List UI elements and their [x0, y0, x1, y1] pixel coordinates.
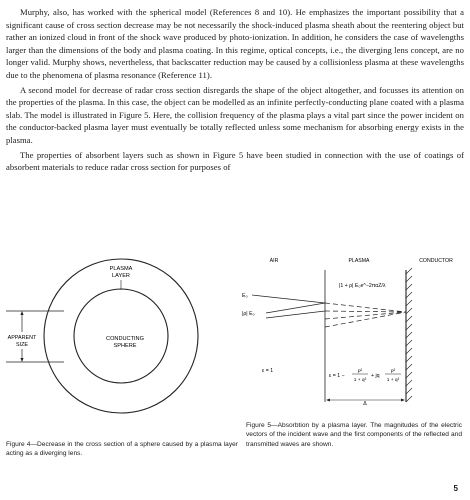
- incident-ray: [252, 295, 325, 303]
- reflected-ray: [266, 303, 325, 313]
- thickness-arrowhead-right: [401, 399, 405, 402]
- frac2-numerator: p²: [390, 369, 396, 374]
- paragraph-1: Murphy, also, has worked with the spherical model (References 8 and 10). He emphasizes the important possibility that a significant cause of cross section decrease may be not necessarily the shock-induced plasma sheath about the reentering object but rather an ionized cloud in front of the shock wave produced by photo-ionization. In addition, he considers the case of wavelengths larger than the dimensions of the body and plasma coating. In this regime, optical concepts, i.e., the diverging lens concept, are no longer valid. Murphy shows, nevertheless, that backscatter reduction may be caused by a collisionless plasma at these wavelengths due to the phenomena of plasma resonance (Reference 11).: [6, 7, 464, 80]
- frac2-denominator: 1 + q²: [386, 378, 400, 383]
- reflected-amplitude-label: |ρ| E₀: [242, 311, 255, 317]
- conducting-sphere-label-line2: SPHERE: [113, 343, 137, 349]
- plasma-layer-label-line1: PLASMA: [109, 266, 133, 272]
- apparent-size-arrowhead-up: [20, 311, 23, 315]
- reflected-ray-2: [266, 311, 325, 318]
- page-number: 5: [453, 484, 458, 493]
- apparent-size-label-line2: SIZE: [16, 342, 28, 348]
- thickness-label: Δ: [363, 401, 367, 407]
- frac-middle: + jq: [371, 373, 380, 379]
- apparent-size-label-line1: APPARENT: [7, 335, 37, 341]
- transmitted-ray-2: [325, 311, 406, 312]
- air-label: AIR: [269, 258, 279, 264]
- conductor-label: CONDUCTOR: [419, 258, 453, 264]
- transmitted-ray-1: [325, 303, 406, 312]
- paragraph-3: The properties of absorbent layers such as shown in Figure 5 have been studied in connection with the use of coatings of absorbent materials to reduce radar cross section for purposes of: [6, 149, 464, 173]
- air-permittivity-label: ε = 1: [262, 368, 274, 374]
- figure-4-caption: Figure 4—Decrease in the cross section of a sphere caused by a plasma layer acting as a diverging lens.: [6, 441, 238, 458]
- transmitted-amplitude-label: |1 + ρ| E₀e^−2παZ/λ: [339, 283, 386, 289]
- body-text: [6, 6, 464, 176]
- plasma-layer-label-line2: LAYER: [112, 273, 130, 279]
- conductor-hatching: [406, 268, 412, 402]
- figure-5-caption: Figure 5—Absorbtion by a plasma layer. The magnitudes of the electric vectors of the incident wave and the first components of the reflected and transmitted waves are shown.: [246, 422, 462, 448]
- plasma-label: PLASMA: [348, 258, 370, 264]
- frac1-denominator: 1 + q²: [353, 378, 367, 383]
- transmitted-ray-4: [325, 312, 406, 327]
- paragraph-2: A second model for decrease of radar cross section disregards the shape of the object altogether, and focusses its attention on the properties of the plasma. In this case, the object can be modelled as an infinite perfectly-conducting plane coated with a plasma slab. The model is illustrated in Figure 5. Here, the collision frequency of the plasma plays a vital part since the power incident on the conductor-backed plasma layer must eventually be totally reflected unless some mechanism for absorbing energy exists in the plasma.: [6, 84, 464, 145]
- transmitted-ray-3: [325, 312, 406, 319]
- thickness-arrowhead-left: [326, 399, 330, 402]
- apparent-size-arrowhead-down: [20, 358, 23, 362]
- frac1-numerator: p²: [357, 369, 363, 374]
- plasma-permittivity-prefix: ε = 1 −: [329, 373, 345, 379]
- plasma-permittivity-formula: [329, 368, 401, 383]
- conducting-sphere-label-line1: CONDUCTING: [106, 336, 144, 342]
- incident-amplitude-label: E₀: [242, 293, 248, 299]
